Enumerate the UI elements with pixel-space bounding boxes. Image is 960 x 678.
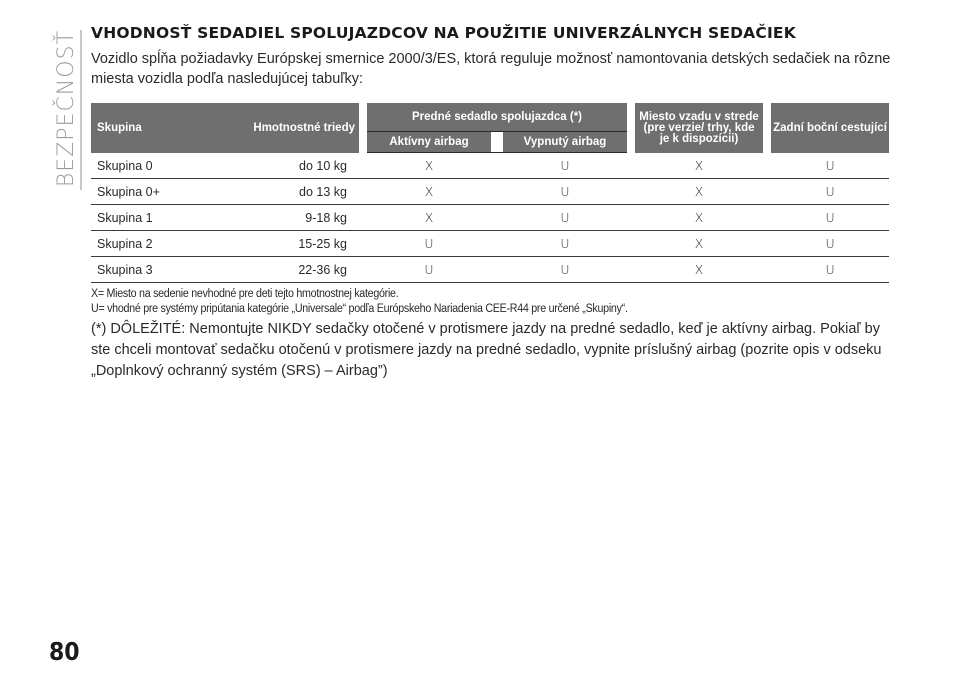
cell-spacer [491,179,503,205]
cell-middle-rear: X [635,257,763,283]
cell-airbag-off: U [503,153,627,179]
header-gap [491,131,503,153]
page-number: 80 [49,638,80,667]
cell-group: Skupina 1 [91,205,219,231]
header-weight: Hmotnostné triedy [219,103,359,153]
chapter-label: BEZPEČNOSŤ [54,30,79,188]
cell-airbag-active: X [367,179,491,205]
cell-spacer [491,231,503,257]
section-title: VHODNOSŤ SEDADIEL SPOLUJAZDCOV NA POUŽITIE UNIVERZÁLNYCH SEDAČIEK [91,24,796,42]
cell-spacer [763,179,771,205]
cell-airbag-active: U [367,257,491,283]
table-row [91,179,889,205]
cell-airbag-off: U [503,231,627,257]
cell-rear-side: U [771,231,889,257]
cell-weight: do 10 kg [219,153,359,179]
side-tab [52,30,82,190]
cell-group: Skupina 3 [91,257,219,283]
intro-paragraph: Vozidlo spĺňa požiadavky Európskej smernice 2000/3/ES, ktorá reguluje možnosť namontovania detských sedačiek na rôzne miesta vozidla podľa nasledujúcej tabuľky: [91,51,891,87]
legend-u: U= vhodné pre systémy pripútania kategórie „Universale“ podľa Európskeho Nariadenia CEE-R44 pre určené „Skupiny“. [91,303,628,315]
cell-group: Skupina 0 [91,153,219,179]
cell-group: Skupina 2 [91,231,219,257]
cell-rear-side: U [771,257,889,283]
cell-airbag-active: U [367,231,491,257]
cell-spacer [359,257,367,283]
important-warning: (*) DÔLEŽITÉ: Nemontujte NIKDY sedačky otočené v protismere jazdy na predné sedadlo, keď je aktívny airbag. Pokiaľ by ste chceli montovať sedačku otočenú v protismere jazdy na predné sedadlo, vypnite príslušný airbag (pozrite opis v odseku „Doplnkový ochranný systém (SRS) – Airbag”) [91,321,882,379]
cell-spacer [359,231,367,257]
cell-spacer [491,205,503,231]
header-middle-rear: Miesto vzadu v strede (pre verzie/ trhy, kde je k dispozícii) [635,103,763,153]
header-rear-side: Zadní boční cestující [771,103,889,153]
cell-weight: 22-36 kg [219,257,359,283]
cell-weight: 9-18 kg [219,205,359,231]
cell-airbag-off: U [503,205,627,231]
cell-airbag-off: U [503,257,627,283]
header-airbag-active: Aktívny airbag [367,131,491,153]
cell-rear-side: U [771,179,889,205]
child-seat-compatibility-table [91,103,889,283]
cell-spacer [763,205,771,231]
cell-spacer [627,205,635,231]
cell-spacer [359,179,367,205]
cell-spacer [627,257,635,283]
cell-weight: 15-25 kg [219,231,359,257]
cell-airbag-active: X [367,153,491,179]
cell-rear-side: U [771,153,889,179]
cell-middle-rear: X [635,153,763,179]
cell-spacer [491,257,503,283]
table-row [91,257,889,283]
table-row [91,231,889,257]
cell-airbag-active: X [367,205,491,231]
cell-spacer [627,231,635,257]
table-legend [91,287,891,317]
header-group: Skupina [91,103,219,153]
cell-rear-side: U [771,205,889,231]
header-gap [763,103,771,153]
cell-spacer [359,153,367,179]
legend-x: X= Miesto na sedenie nevhodné pre deti tejto hmotnostnej kategórie. [91,288,399,300]
cell-middle-rear: X [635,205,763,231]
header-gap [627,103,635,153]
cell-spacer [491,153,503,179]
cell-weight: do 13 kg [219,179,359,205]
table-row [91,205,889,231]
cell-spacer [627,153,635,179]
header-gap [359,103,367,153]
header-front-seat: Predné sedadlo spolujazdca (*) [367,103,627,131]
cell-spacer [763,257,771,283]
side-tab-rule [80,30,82,190]
cell-spacer [763,231,771,257]
cell-middle-rear: X [635,231,763,257]
table-row [91,153,889,179]
cell-middle-rear: X [635,179,763,205]
cell-airbag-off: U [503,179,627,205]
cell-spacer [627,179,635,205]
cell-group: Skupina 0+ [91,179,219,205]
page-content [91,26,891,382]
cell-spacer [359,205,367,231]
header-airbag-off: Vypnutý airbag [503,131,627,153]
cell-spacer [763,153,771,179]
